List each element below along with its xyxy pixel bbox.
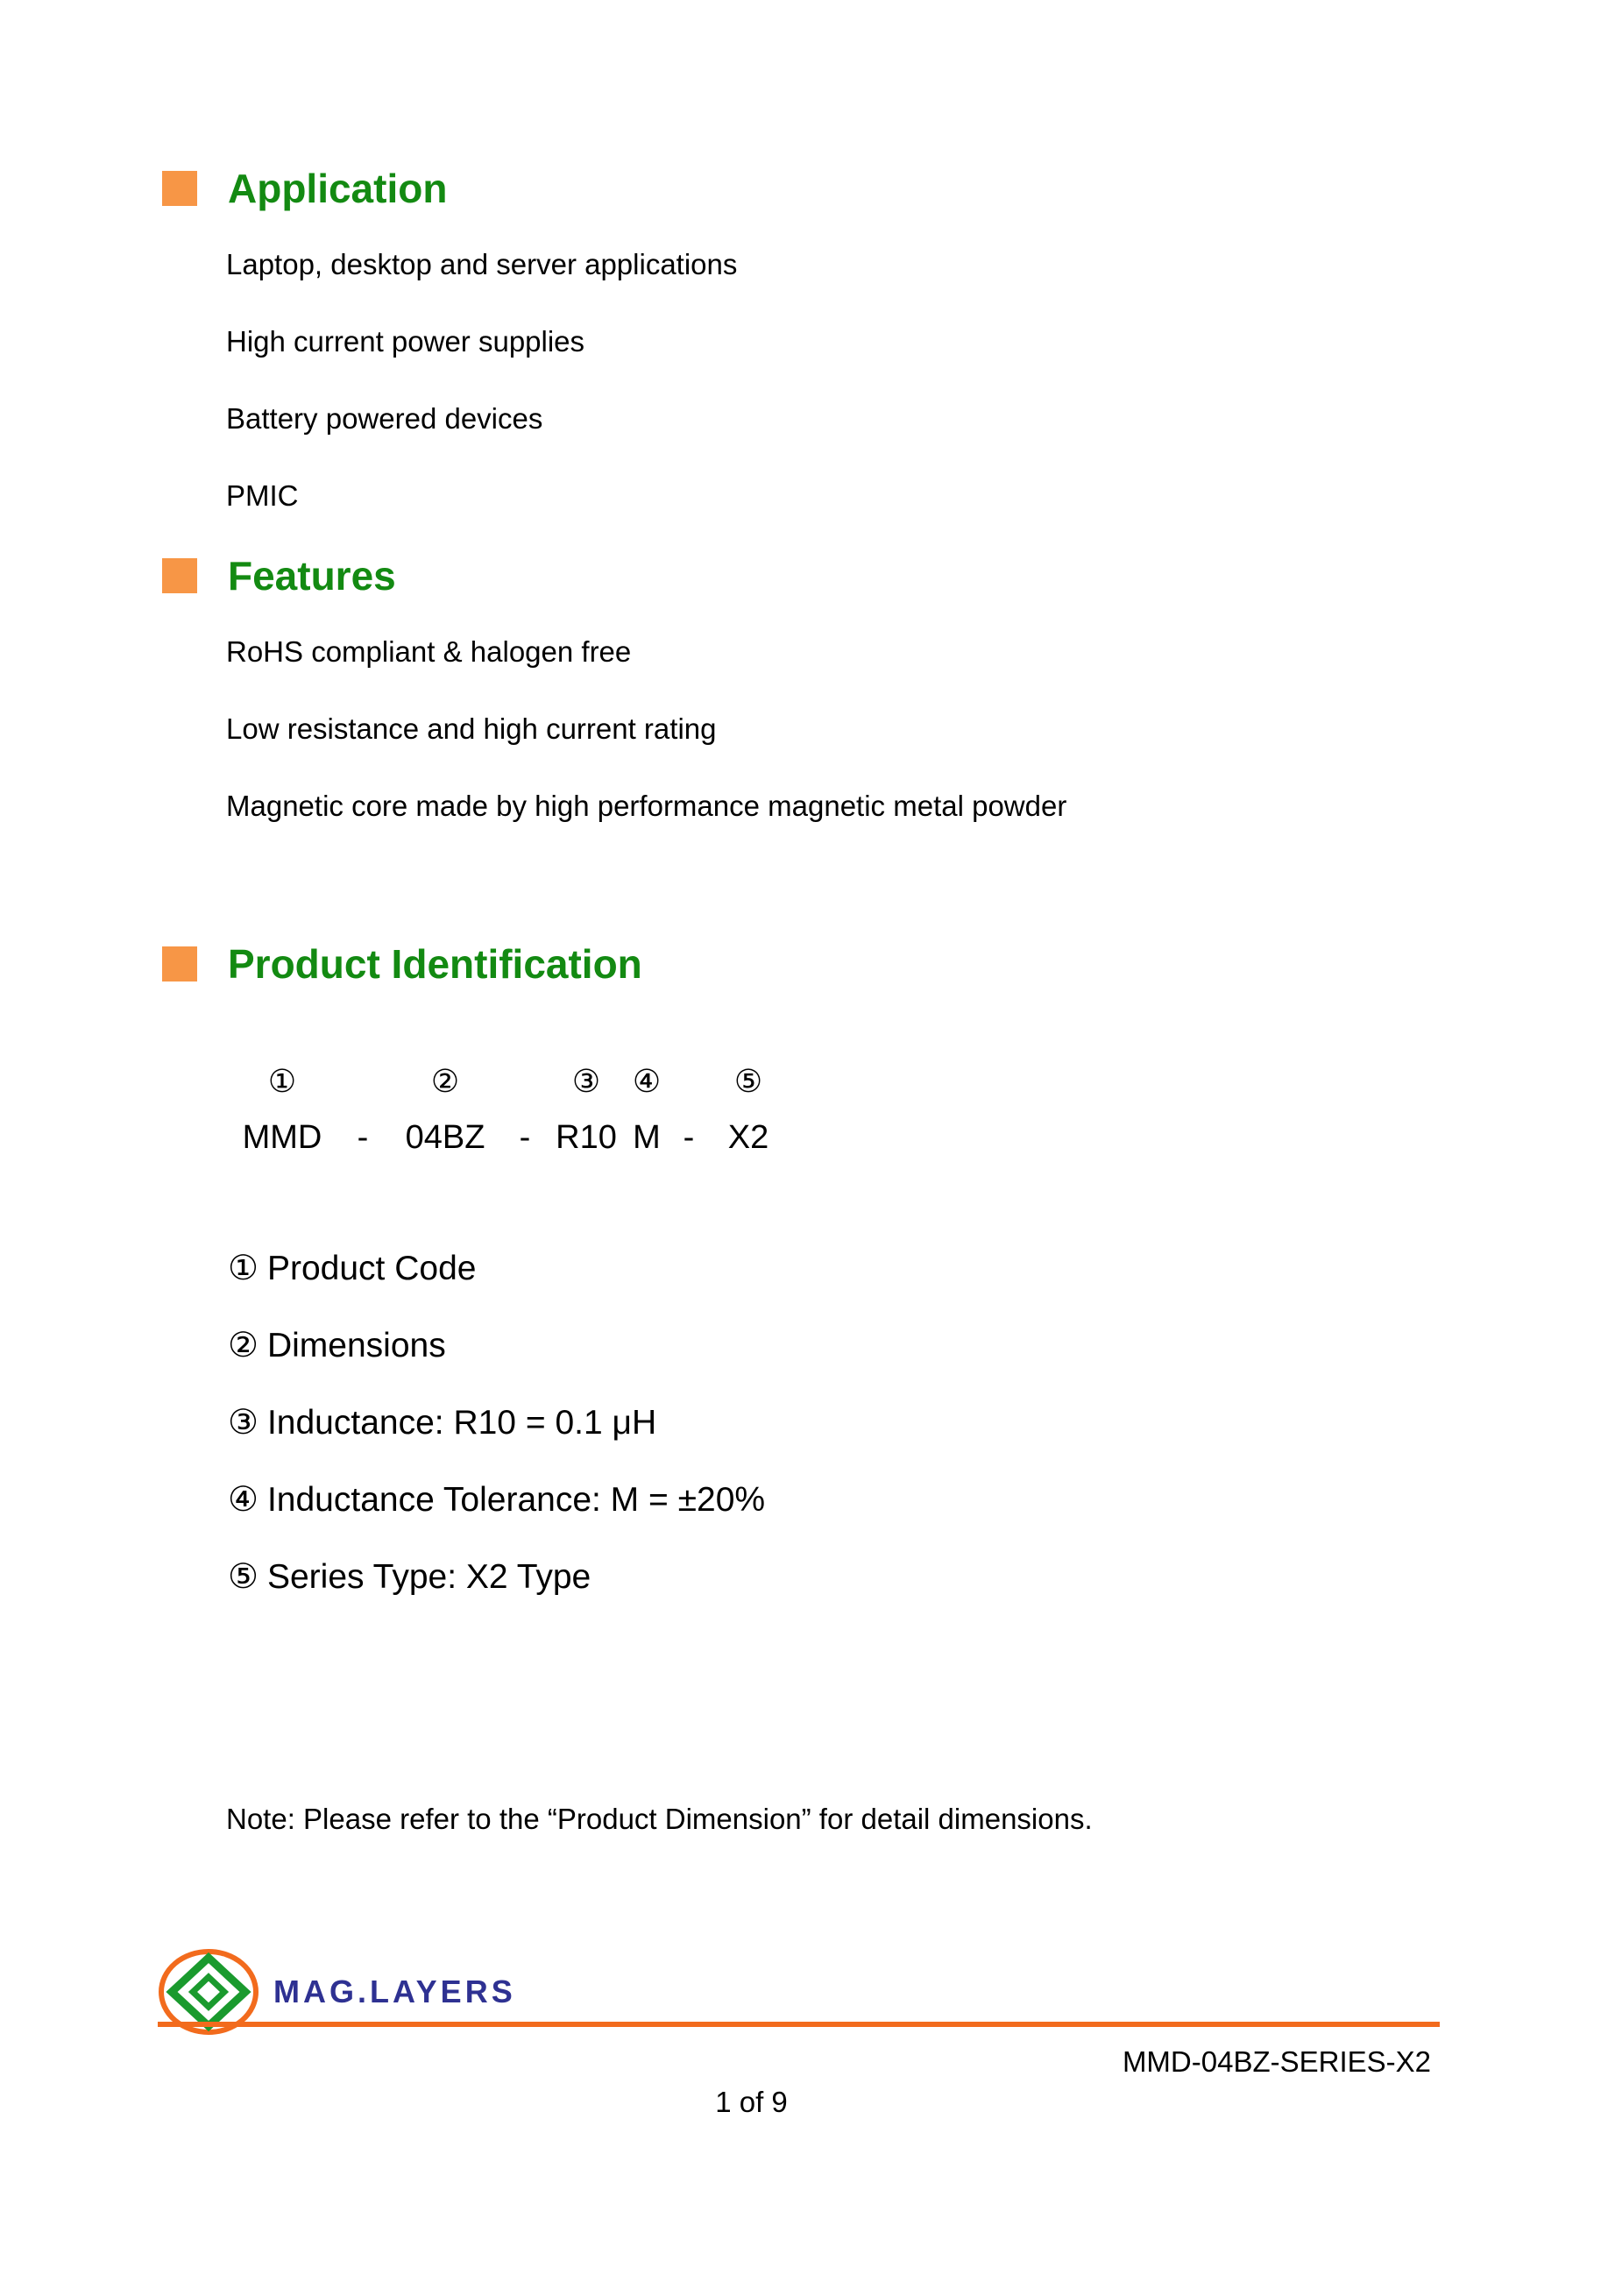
code-marker-2: ② bbox=[430, 1063, 460, 1099]
square-bullet-icon bbox=[162, 558, 197, 593]
section-title: Product Identification bbox=[228, 941, 642, 987]
document-id: MMD-04BZ-SERIES-X2 bbox=[1122, 2045, 1431, 2078]
legend-number: ⑤ bbox=[228, 1558, 259, 1596]
legend-text: Dimensions bbox=[266, 1327, 446, 1364]
code-separator: - bbox=[683, 1119, 695, 1156]
legend-item bbox=[228, 1402, 656, 1444]
list-item: Low resistance and high current rating bbox=[226, 712, 717, 745]
legend-item bbox=[228, 1479, 765, 1521]
list-item: Battery powered devices bbox=[226, 402, 543, 435]
code-part-tolerance: M bbox=[633, 1119, 661, 1156]
section-heading-product-identification bbox=[162, 938, 642, 990]
brand-name: MAG.LAYERS bbox=[273, 1974, 516, 2009]
section-heading-features bbox=[162, 549, 396, 602]
list-item: Laptop, desktop and server applications bbox=[226, 248, 738, 280]
code-marker-1: ① bbox=[267, 1063, 297, 1099]
legend-item bbox=[228, 1248, 476, 1290]
list-item: Magnetic core made by high performance magnetic metal powder bbox=[226, 790, 1067, 822]
page-number: 1 of 9 bbox=[715, 2086, 788, 2118]
square-bullet-icon bbox=[162, 946, 197, 981]
legend-number: ④ bbox=[228, 1481, 259, 1519]
legend-text: Inductance: R10 = 0.1 μH bbox=[266, 1404, 657, 1442]
section-title: Application bbox=[228, 166, 448, 211]
legend-item bbox=[228, 1556, 591, 1598]
footer-divider bbox=[158, 2022, 1440, 2027]
legend-number: ① bbox=[228, 1250, 259, 1287]
code-marker-5: ⑤ bbox=[733, 1063, 763, 1099]
legend-number: ③ bbox=[228, 1404, 259, 1442]
code-marker-4: ④ bbox=[632, 1063, 662, 1099]
code-separator: - bbox=[519, 1119, 531, 1156]
code-part-series-type: X2 bbox=[727, 1119, 769, 1156]
code-marker-3: ③ bbox=[571, 1063, 601, 1099]
legend-item bbox=[228, 1325, 446, 1367]
legend-text: Product Code bbox=[266, 1250, 477, 1287]
list-item: RoHS compliant & halogen free bbox=[226, 635, 632, 668]
note-text: Note: Please refer to the “Product Dimension” for detail dimensions. bbox=[226, 1803, 1093, 1835]
legend-text: Series Type: X2 Type bbox=[266, 1558, 591, 1596]
legend-text: Inductance Tolerance: M = ±20% bbox=[266, 1481, 766, 1519]
section-heading-application bbox=[162, 162, 447, 215]
code-part-product-code: MMD bbox=[242, 1119, 322, 1156]
legend-number: ② bbox=[228, 1327, 259, 1364]
square-bullet-icon bbox=[162, 171, 197, 206]
code-part-inductance: R10 bbox=[556, 1119, 617, 1156]
section-title: Features bbox=[228, 553, 396, 599]
list-item: High current power supplies bbox=[226, 325, 585, 358]
code-separator: - bbox=[357, 1119, 369, 1156]
list-item: PMIC bbox=[226, 479, 299, 512]
code-part-dimensions: 04BZ bbox=[405, 1119, 485, 1156]
